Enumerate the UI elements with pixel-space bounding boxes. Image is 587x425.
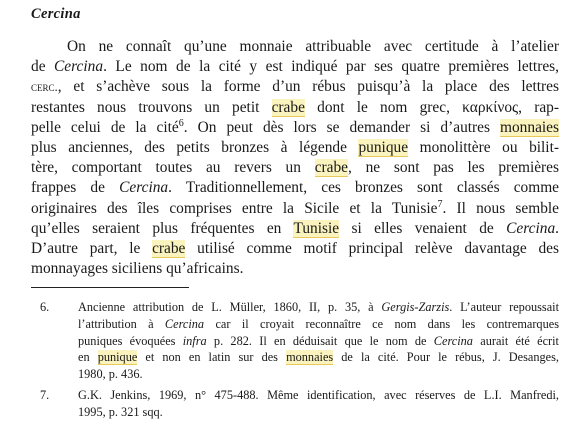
search-highlight: monnaies bbox=[500, 118, 560, 136]
paragraph-line: pelle celui de la cité$^6$. On peut dès lors se demander si d’autres monnaies bbox=[31, 117, 560, 136]
paragraph-line: frappes de Cercina. Traditionnellement, ces bronzes sont classés comme bbox=[31, 179, 560, 197]
paragraph-line: D’autre part, le crabe utilisé comme motif principal relève davantage des bbox=[31, 240, 559, 258]
paragraph-line: cerc., et s’achève sous la forme d’un rébus puisqu’à la place des lettres bbox=[31, 78, 559, 96]
search-highlight: crabe bbox=[271, 98, 305, 116]
footnote-item bbox=[31, 387, 559, 421]
paragraph-line: qu’elles seraient plus fréquentes en Tunisie si elles venaient de Cercina. bbox=[31, 219, 559, 237]
main-paragraph bbox=[31, 37, 559, 279]
paragraph-line: plus anciennes, des petits bronzes à légende punique monolittère ou bilit- bbox=[31, 139, 559, 157]
paragraph-line: restantes nous trouvons un petit crabe dont le nom grec, καρκίνος, rap- bbox=[31, 98, 559, 116]
small-caps-abbrev: cerc. bbox=[31, 79, 58, 95]
search-highlight: punique bbox=[358, 139, 409, 157]
footnote-number: 7. bbox=[40, 387, 50, 402]
search-highlight: punique bbox=[97, 350, 138, 365]
section-heading: Cercina bbox=[31, 6, 81, 22]
footnotes bbox=[31, 299, 559, 425]
paragraph-line: On ne connaît qu’une monnaie attribuable avec certitude à l’atelier bbox=[67, 38, 559, 55]
footnote-text: Ancienne attribution de L. Müller, 1860, II, p. 35, à Gergis-Zarzis. L’auteur repoussait l’attribution à Cercina car il croyait reconnaître ce nom dans les contremarques puniques évoquées infra p. 282. Il en déduisait que le nom de Cercina aurait été écrit en punique et non en latin sur des monnaies de la cité. Pour le rébus, J. Desanges, 1980, p. 436. bbox=[78, 300, 559, 382]
search-highlight: crabe bbox=[152, 240, 186, 258]
search-highlight: crabe bbox=[314, 159, 349, 177]
footnote-text: G.K. Jenkins, 1969, n° 475-488. Même identification, avec réserves de L.I. Manfredi, 1995, p. 321 sqq. bbox=[78, 387, 559, 419]
footnote-ref[interactable]: 6 bbox=[178, 117, 184, 129]
search-highlight: monnaies bbox=[286, 350, 334, 365]
paragraph-line: monnayages siciliens qu’africains. bbox=[31, 260, 244, 278]
city-name: Cercina bbox=[506, 219, 556, 237]
footnote-separator bbox=[31, 287, 189, 288]
city-name: Cercina bbox=[119, 179, 169, 197]
footnote-number: 6. bbox=[40, 300, 50, 314]
search-highlight: Tunisie bbox=[293, 219, 340, 237]
city-name: Cercina bbox=[54, 58, 104, 76]
paragraph-line: originaires des îles comprises entre la Sicile et la Tunisie$^7$. Il nous semble bbox=[31, 198, 559, 217]
paragraph-line: tère, comportant toutes au revers un crabe, ne sont pas les premières bbox=[31, 159, 559, 177]
paragraph-line: de Cercina. Le nom de la cité y est indiqué par ses quatre premières lettres, bbox=[31, 58, 560, 76]
footnote-item bbox=[31, 299, 559, 383]
footnote-ref[interactable]: 7 bbox=[437, 198, 443, 210]
